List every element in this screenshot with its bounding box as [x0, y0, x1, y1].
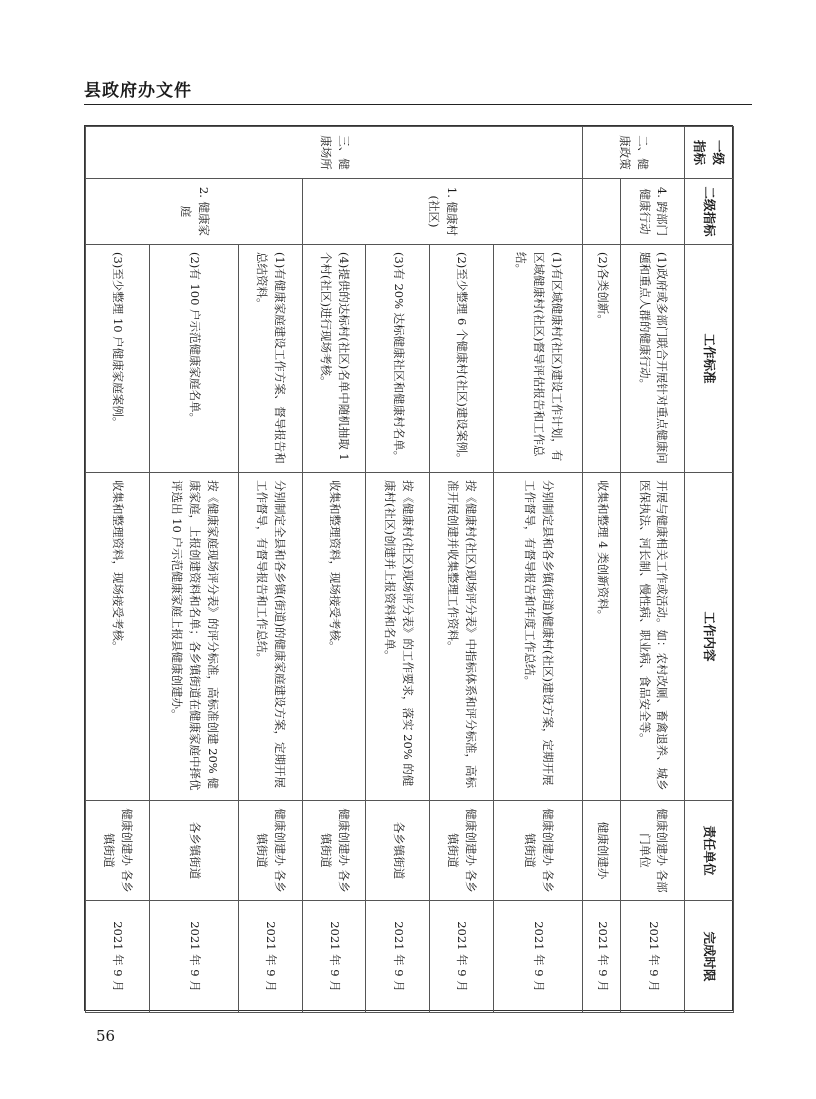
unit-cell: 健康创建办 — [583, 801, 621, 901]
level2-empty-cell — [583, 179, 621, 245]
unit-cell: 健康创建办 各乡镇街道 — [430, 801, 494, 901]
level1-cell: 二、健康政策 — [583, 127, 685, 179]
table-row — [493, 127, 582, 1013]
deadline-cell: 2021 年 9 月 — [238, 901, 302, 1013]
deadline-cell: 2021 年 9 月 — [430, 901, 494, 1013]
deadline-cell: 2021 年 9 月 — [493, 901, 582, 1013]
level2-cell: 1. 健康村(社区) — [302, 179, 582, 245]
deadline-cell: 2021 年 9 月 — [621, 901, 685, 1013]
header-deadline: 完成时限 — [685, 901, 734, 1013]
unit-cell: 健康创建办 各乡镇街道 — [493, 801, 582, 901]
content-cell: 按《健康村(社区)现场评分表》中指标体系和评分标准，高标准开展创建并收集整理工作资料。 — [430, 473, 494, 801]
deadline-cell: 2021 年 9 月 — [583, 901, 621, 1013]
level1-cell: 三、健康场所 — [86, 127, 583, 179]
indicator-table — [85, 126, 734, 1013]
unit-cell: 健康创建办 各部门单位 — [621, 801, 685, 901]
standard-cell: (2)至少整理 6 个健康村(社区)建设案例。 — [430, 245, 494, 473]
content-cell: 收集和整理 4 类创新资料。 — [583, 473, 621, 801]
table-row — [149, 127, 238, 1013]
table-row — [86, 127, 150, 1013]
rotated-table-frame — [84, 125, 733, 1011]
standard-cell: (2)各类创新。 — [583, 245, 621, 473]
table-row — [366, 127, 430, 1013]
deadline-cell: 2021 年 9 月 — [149, 901, 238, 1013]
header-standard: 工作标准 — [685, 245, 734, 473]
standard-cell: (2)有 100 户示范健康家庭名单。 — [149, 245, 238, 473]
deadline-cell: 2021 年 9 月 — [366, 901, 430, 1013]
table-row — [302, 127, 366, 1013]
standard-cell: (1)政府或多部门联合开展针对重点健康问题和重点人群的健康行动。 — [621, 245, 685, 473]
content-cell: 分别制定全县和各乡镇(街道)的健康家庭建设方案，定期开展工作督导，有督导报告和工作总结。 — [238, 473, 302, 801]
page-number: 56 — [96, 1027, 116, 1045]
header-level1: 一级指标 — [685, 127, 734, 179]
header-rule — [84, 104, 752, 105]
content-cell: 按《健康家庭现场评分表》的评分标准，高标准创建 20% 健康家庭，上报创建资料和名单；各乡镇街道在健康家庭中择优评选出 10 户示范健康家庭上报县健康创建办。 — [149, 473, 238, 801]
table-row — [621, 127, 685, 1013]
level2-cell: 4. 跨部门健康行动 — [621, 179, 685, 245]
standard-cell: (3)有 20% 达标健康社区和健康村名单。 — [366, 245, 430, 473]
rotated-table-container — [85, 126, 734, 1012]
content-cell: 收集和整理资料，现场接受考核。 — [302, 473, 366, 801]
unit-cell: 健康创建办 各乡镇街道 — [86, 801, 150, 901]
standard-cell: (1)有健康家庭建设工作方案、督导报告和总结资料。 — [238, 245, 302, 473]
unit-cell: 各乡镇街道 — [149, 801, 238, 901]
header-content: 工作内容 — [685, 473, 734, 801]
content-cell: 收集和整理资料，现场接受考核。 — [86, 473, 150, 801]
standard-cell: (4)提供的达标村(社区)名单中随机抽取 1 个村(社区)进行现场考核。 — [302, 245, 366, 473]
table-row — [430, 127, 494, 1013]
page-header-title: 县政府办文件 — [84, 81, 192, 101]
deadline-cell: 2021 年 9 月 — [86, 901, 150, 1013]
content-cell: 按《健康村(社区)现场评分表》的工作要求，落实 20% 的健康村(社区)创建并上报资料和名单。 — [366, 473, 430, 801]
deadline-cell: 2021 年 9 月 — [302, 901, 366, 1013]
standard-cell: (3)至少整理 10 户健康家庭案例。 — [86, 245, 150, 473]
header-unit: 责任单位 — [685, 801, 734, 901]
unit-cell: 各乡镇街道 — [366, 801, 430, 901]
table-row — [238, 127, 302, 1013]
table-row — [583, 127, 621, 1013]
standard-cell: (1)有区域健康村(社区)建设工作计划，有区域健康村(社区)督导评估报告和工作总结。 — [493, 245, 582, 473]
header-level2: 二级指标 — [685, 179, 734, 245]
unit-cell: 健康创建办 各乡镇街道 — [238, 801, 302, 901]
level2-cell: 2. 健康家庭 — [86, 179, 303, 245]
content-cell: 开展与健康相关工作或活动。如：农村改厕、畜禽退养、城乡医保执法、河长制、慢性病、职业病、食品安全等。 — [621, 473, 685, 801]
content-cell: 分别制定县和各乡镇(街道)健康村(社区)建设方案，定期开展工作督导，有督导报告和年度工作总结。 — [493, 473, 582, 801]
table-header-row — [685, 127, 734, 1013]
unit-cell: 健康创建办 各乡镇街道 — [302, 801, 366, 901]
